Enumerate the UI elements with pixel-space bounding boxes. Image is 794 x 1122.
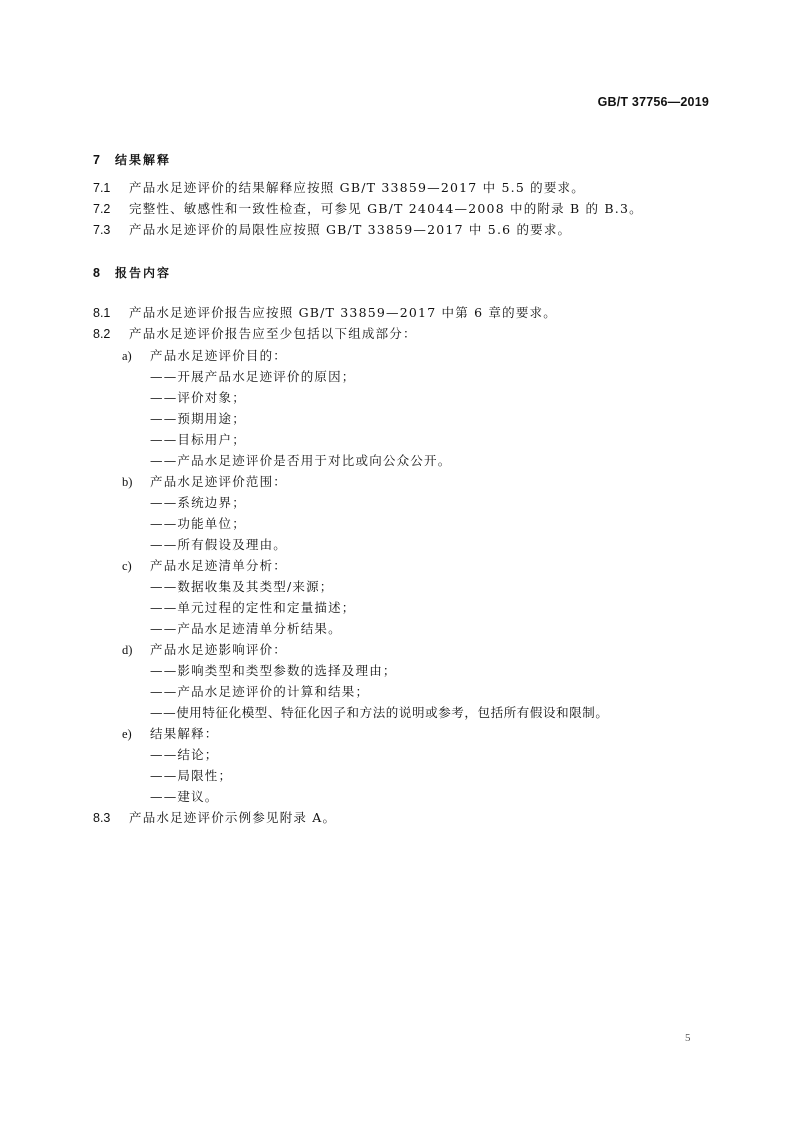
clause-number: 7.3 [93,223,111,237]
clause-text: 完整性、敏感性和一致性检查，可参见 GB/T 24044—2008 中的附录 B 的 B.3。 [129,201,643,216]
dash-item: ——预期用途； [150,411,246,426]
clause-text: 产品水足迹评价报告应至少包括以下组成部分： [129,326,417,341]
item-mark: b) [122,475,133,489]
clause-8-2 [93,326,417,342]
item-mark: c) [122,559,132,573]
section-8-heading [93,265,171,281]
dash-item: ——使用特征化模型、特征化因子和方法的说明或参考，包括所有假设和限制。 [150,705,609,720]
section-number: 8 [93,266,102,280]
dash-item: ——局限性； [150,768,233,783]
clause-7-2 [93,201,643,217]
list-item-c [122,558,287,574]
section-7-heading [93,152,171,168]
clause-number: 7.1 [93,181,111,195]
clause-number: 7.2 [93,202,111,216]
clause-number: 8.3 [93,811,111,825]
dash-item: ——开展产品水足迹评价的原因； [150,369,356,384]
item-mark: a) [122,349,132,363]
dash-item: ——影响类型和类型参数的选择及理由； [150,663,397,678]
clause-7-3 [93,222,571,238]
dash-item: ——数据收集及其类型/来源； [150,579,334,594]
item-text: 产品水足迹影响评价： [150,642,288,657]
clause-text: 产品水足迹评价示例参见附录 A。 [129,810,337,825]
dash-item: ——所有假设及理由。 [150,537,288,552]
list-item-e [122,726,219,742]
clause-text: 产品水足迹评价报告应按照 GB/T 33859—2017 中第 6 章的要求。 [129,305,557,320]
list-item-b [122,474,287,490]
clause-text: 产品水足迹评价的局限性应按照 GB/T 33859—2017 中 5.6 的要求。 [129,222,572,237]
dash-item: ——目标用户； [150,432,246,447]
dash-item: ——建议。 [150,789,219,804]
list-item-d [122,642,287,658]
clause-number: 8.1 [93,306,111,320]
clause-text: 产品水足迹评价的结果解释应按照 GB/T 33859—2017 中 5.5 的要求。 [129,180,585,195]
dash-item: ——功能单位； [150,516,246,531]
item-text: 产品水足迹评价目的： [150,348,288,363]
dash-item: ——产品水足迹评价的计算和结果； [150,684,370,699]
section-title: 结果解释 [115,153,172,167]
dash-item: ——单元过程的定性和定量描述； [150,600,356,615]
dash-item: ——评价对象； [150,390,246,405]
clause-8-1 [93,305,557,321]
page-number: 5 [685,1032,691,1044]
item-text: 产品水足迹清单分析： [150,558,288,573]
clause-8-3 [93,810,336,826]
section-number: 7 [93,153,102,167]
section-title: 报告内容 [115,266,172,280]
clause-number: 8.2 [93,327,111,341]
clause-7-1 [93,180,585,196]
item-mark: e) [122,727,132,741]
dash-item: ——结论； [150,747,219,762]
item-mark: d) [122,643,133,657]
dash-item: ——系统边界； [150,495,246,510]
standard-code: GB/T 37756—2019 [597,95,709,109]
item-text: 产品水足迹评价范围： [150,474,288,489]
list-item-a [122,348,287,364]
dash-item: ——产品水足迹清单分析结果。 [150,621,342,636]
dash-item: ——产品水足迹评价是否用于对比或向公众公开。 [150,453,452,468]
item-text: 结果解释： [150,726,219,741]
